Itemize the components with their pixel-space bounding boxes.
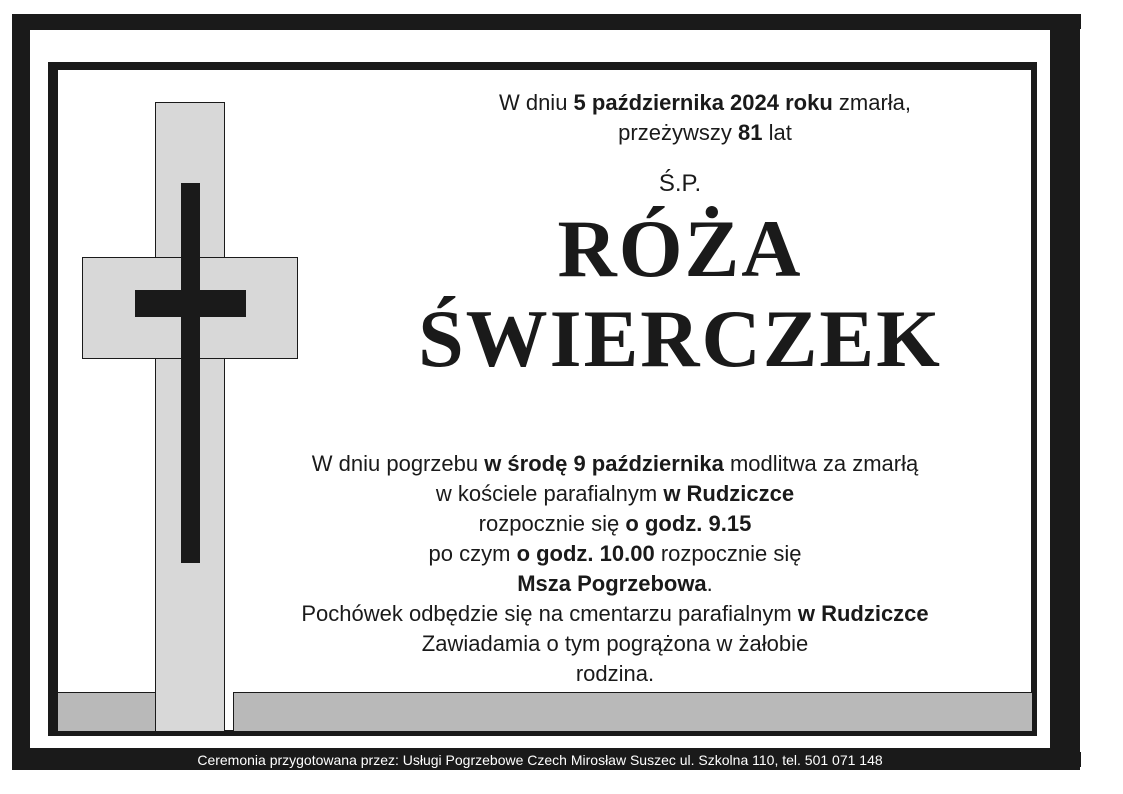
first-name: RÓŻA (557, 203, 803, 294)
cross-inlay-horizontal (135, 290, 246, 317)
detail-line: Pochówek odbędzie się na cmentarzu parafialnym w Rudziczce (301, 601, 929, 626)
detail-line: w kościele parafialnym w Rudziczce (435, 481, 795, 506)
death-date: 5 października 2024 roku (573, 90, 833, 115)
detail-line: po czym o godz. 10.00 rozpocznie się (428, 541, 802, 566)
ground-left (58, 692, 155, 731)
detail-line: Zawiadamia o tym pogrążona w żałobie (421, 631, 809, 656)
age: 81 (737, 120, 763, 145)
age-line: przeżywszy 81 lat (618, 120, 792, 145)
death-announcement (400, 88, 1010, 148)
detail-line: Msza Pogrzebowa. (517, 571, 713, 596)
footer-credit: Ceremonia przygotowana przez: Usługi Pogrzebowe Czech Mirosław Suszec ul. Szkolna 110, tel. 501 071 148 (197, 752, 883, 768)
last-name: ŚWIERCZEK (418, 293, 942, 384)
detail-line: W dniu pogrzebu w środę 9 października modlitwa za zmarłą (311, 451, 919, 476)
cross-inlay-vertical (181, 183, 200, 563)
death-date-line: W dniu 5 października 2024 roku zmarła, (498, 90, 912, 115)
honorific: Ś.P. (658, 170, 702, 197)
ground-right (233, 692, 1032, 731)
detail-line: rodzina. (575, 661, 655, 686)
corner-mark-tl (1066, 14, 1081, 29)
funeral-details (200, 449, 1030, 689)
detail-line: rozpocznie się o godz. 9.15 (478, 511, 752, 536)
